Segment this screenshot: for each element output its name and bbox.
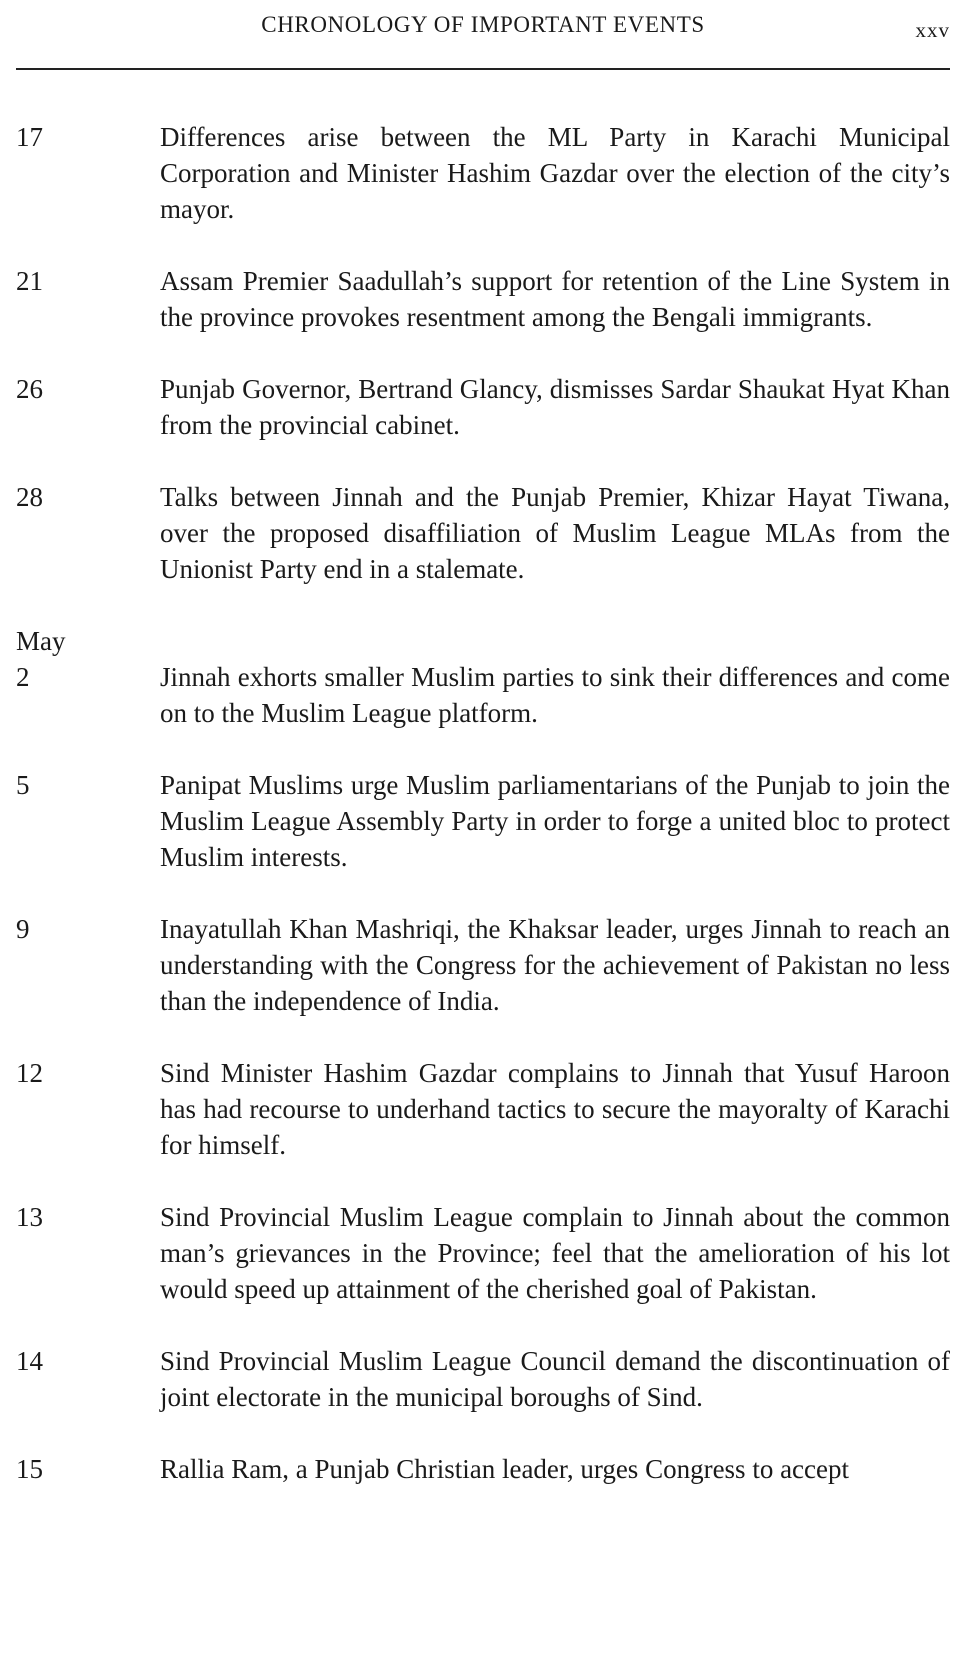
entry-day: 21 [16, 266, 43, 296]
entry-day: 14 [16, 1346, 43, 1376]
running-title: CHRONOLOGY OF IMPORTANT EVENTS [261, 12, 705, 37]
entry-day: 9 [16, 914, 30, 944]
entry-day: 12 [16, 1058, 43, 1088]
entry-day: 2 [16, 662, 30, 692]
chronology-entry [16, 659, 950, 731]
chronology-entry [16, 1199, 950, 1307]
chronology-entry [16, 1451, 950, 1487]
entry-text: Assam Premier Saadullah’s support for retention of the Line System in the province provokes resentment among the Bengali immigrants. [160, 266, 950, 332]
entry-text: Differences arise between the ML Party in Karachi Municipal Corporation and Minister Hashim Gazdar over the election of the city’s mayor. [160, 122, 950, 224]
month-heading: May [16, 626, 66, 656]
entry-day: 15 [16, 1454, 43, 1484]
chronology-entry [16, 1055, 950, 1163]
entry-text: Inayatullah Khan Mashriqi, the Khaksar leader, urges Jinnah to reach an understanding with the Congress for the achievement of Pakistan no less than the independence of India. [160, 914, 950, 1016]
entry-text: Jinnah exhorts smaller Muslim parties to sink their differences and come on to the Muslim League platform. [160, 662, 950, 728]
chronology-entry [16, 263, 950, 335]
entry-text: Sind Provincial Muslim League Council demand the discontinuation of joint electorate in the municipal boroughs of Sind. [160, 1346, 950, 1412]
chronology-entry [16, 911, 950, 1019]
entry-text: Talks between Jinnah and the Punjab Premier, Khizar Hayat Tiwana, over the proposed disaffiliation of Muslim League MLAs from the Unionist Party end in a stalemate. [160, 482, 950, 584]
entry-text: Sind Provincial Muslim League complain to Jinnah about the common man’s grievances in the Province; feel that the amelioration of his lot would speed up attainment of the cherished goal of Pakistan. [160, 1202, 950, 1304]
entry-text: Rallia Ram, a Punjab Christian leader, urges Congress to accept [160, 1454, 850, 1484]
entry-day: 5 [16, 770, 30, 800]
chronology-entry [16, 371, 950, 443]
chronology-entry [16, 119, 950, 227]
chronology-list [16, 119, 950, 1487]
entry-day: 26 [16, 374, 43, 404]
entry-text: Sind Minister Hashim Gazdar complains to Jinnah that Yusuf Haroon has had recourse to underhand tactics to secure the mayoralty of Karachi for himself. [160, 1058, 950, 1160]
header-rule [16, 68, 950, 70]
chronology-entry [16, 479, 950, 587]
entry-day: 13 [16, 1202, 43, 1232]
chronology-entry [16, 767, 950, 875]
page-number: xxv [915, 18, 950, 42]
entry-text: Panipat Muslims urge Muslim parliamentarians of the Punjab to join the Muslim League Assembly Party in order to forge a united bloc to protect Muslim interests. [160, 770, 950, 872]
entry-text: Punjab Governor, Bertrand Glancy, dismisses Sardar Shaukat Hyat Khan from the provincial cabinet. [160, 374, 950, 440]
entry-day: 17 [16, 122, 43, 152]
chronology-entry [16, 1343, 950, 1415]
entry-day: 28 [16, 482, 43, 512]
running-head [16, 12, 950, 46]
